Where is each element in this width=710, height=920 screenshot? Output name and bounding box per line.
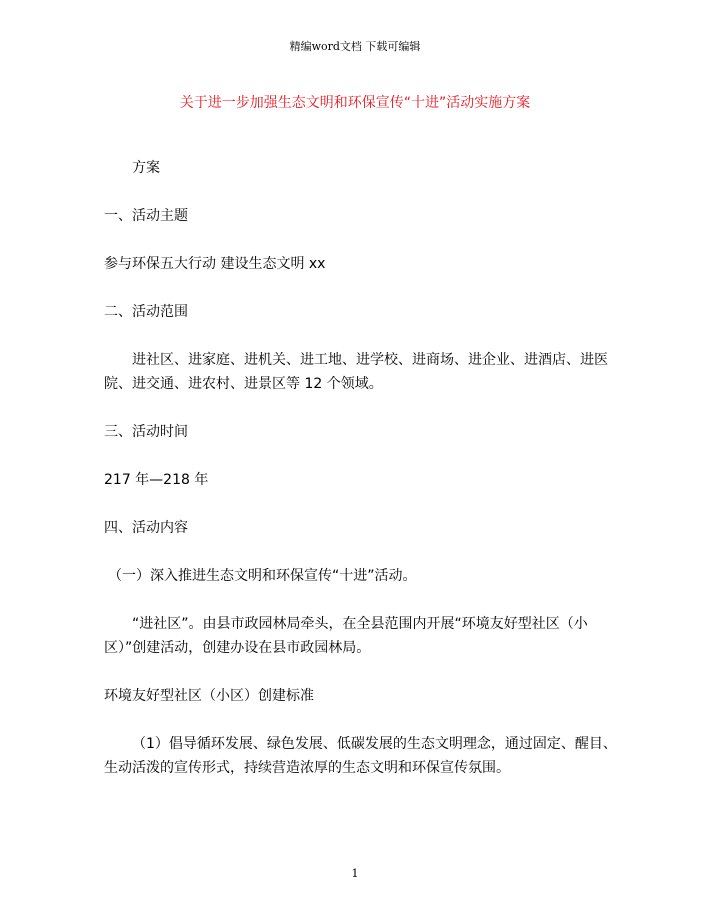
heading-line: 三、活动时间 bbox=[104, 424, 188, 440]
paragraph-community bbox=[104, 612, 614, 660]
paragraph-standard-heading bbox=[104, 684, 614, 708]
paragraph-line: “进社区”。由县市政园林局牵头，在全县范围内开展“环境友好型社区（小 bbox=[132, 616, 588, 632]
paragraph-line: 参与环保五大行动 建设生态文明 xx bbox=[104, 256, 326, 272]
paragraph-line: 区）”创建活动，创建办设在县市政园林局。 bbox=[104, 640, 371, 656]
paragraph-line: 生动活泼的宣传形式，持续营造浓厚的生态文明和环保宣传氛围。 bbox=[104, 760, 510, 776]
subsection-heading-1 bbox=[104, 564, 614, 588]
paragraph-line: 方案 bbox=[132, 160, 160, 176]
heading-line: 二、活动范围 bbox=[104, 304, 188, 320]
section-heading-theme bbox=[104, 204, 614, 228]
section-heading-scope bbox=[104, 300, 614, 324]
paragraph-theme-content bbox=[104, 252, 614, 276]
paragraph-line: （一）深入推进生态文明和环保宣传“十进”活动。 bbox=[108, 568, 417, 584]
paragraph-line: 217 年—218 年 bbox=[104, 472, 209, 488]
heading-line: 一、活动主题 bbox=[104, 208, 188, 224]
section-heading-time bbox=[104, 420, 614, 444]
paragraph-scope-content bbox=[104, 348, 614, 396]
paragraph-line: （1）倡导循环发展、绿色发展、低碳发展的生态文明理念，通过固定、醒目、 bbox=[132, 736, 617, 752]
page-header: 精编word文档 下载可编辑 bbox=[289, 40, 421, 53]
paragraph-time-content bbox=[104, 468, 614, 492]
paragraph-plan-label bbox=[104, 156, 614, 180]
section-heading-content bbox=[104, 516, 614, 540]
paragraph-standard-1 bbox=[104, 732, 617, 780]
document-title: 关于进一步加强生态文明和环保宣传“十进”活动实施方案 bbox=[179, 95, 531, 111]
heading-line: 四、活动内容 bbox=[104, 520, 188, 536]
page-number: 1 bbox=[351, 867, 359, 880]
paragraph-line: 环境友好型社区（小区）创建标准 bbox=[104, 688, 314, 704]
paragraph-line: 院、进交通、进农村、进景区等 12 个领域。 bbox=[104, 376, 383, 392]
paragraph-line: 进社区、进家庭、进机关、进工地、进学校、进商场、进企业、进酒店、进医 bbox=[132, 352, 608, 368]
